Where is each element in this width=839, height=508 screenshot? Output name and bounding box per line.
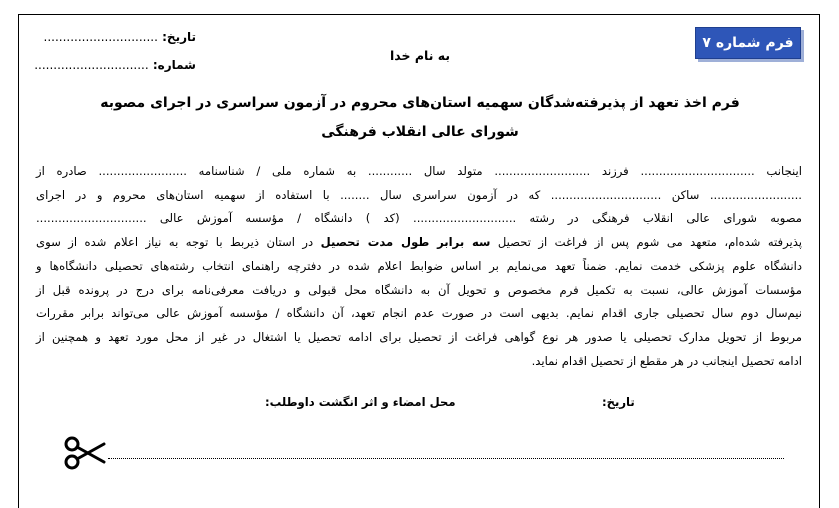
form-title-line1: فرم اخذ تعهد از پذیرفته‌شدگان سهمیه استان‌های محروم در آزمون سراسری در اجرای مصوبه: [100, 95, 740, 111]
body-line: مربوط از تحویل مدارک تحصیلی یا صدور هر نوع گواهی فراغت از تحصیل برای ادامه تحصیل یا اشتغال در غیر از محل مورد تعهد و همچنین از: [36, 329, 802, 344]
date-field: [36, 30, 196, 44]
body-line: اینجانب ............................... فرزند .......................... متولد سال ............ به شماره ملی / شناسنامه ........................ صادره از: [36, 164, 802, 178]
sign-date-label: تاریخ:: [602, 395, 635, 409]
body-line: ادامه تحصیل اینجانب در هر مقطع از تحصیل اقدام نماید.: [531, 353, 802, 368]
date-label: تاریخ:: [162, 30, 196, 44]
number-label: شماره:: [152, 58, 196, 72]
commitment-text: [36, 160, 802, 373]
form-title-line2: شورای عالی انقلاب فرهنگی: [321, 124, 519, 140]
basmala: به نام خدا: [389, 48, 451, 63]
form-number-badge: فرم شماره ۷: [695, 27, 801, 59]
number-field: [36, 58, 196, 72]
body-line-part: پذیرفته شده‌ام، متعهد می شوم پس از فراغت از تحصیل: [497, 235, 803, 250]
body-line: نیم‌سال دوم سال تحصیلی جاری اقدام نمایم. بدیهی است در صورت عدم انجام تعهد، آن دانشگاه / مؤسسه آموزش عالی می‌تواند برابر مقررات: [36, 306, 802, 321]
date-dots: ..............................: [43, 30, 158, 44]
body-line: [36, 231, 802, 255]
body-line-part: در استان ذیربط با توجه به نیاز اعلام شده از سوی: [36, 235, 314, 250]
signature-label: محل امضاء و اثر انگشت داوطلب:: [265, 395, 456, 409]
body-line: دانشگاه علوم پزشکی خدمت نمایم. ضمناً تعهد می‌نمایم بر اساس ضوابط اعلام شده در دفترچه راهنمای انتخاب رشته‌های تحصیلی دانشگاه‌ها و: [36, 258, 802, 273]
scissors-icon: [62, 435, 106, 471]
number-dots: ..............................: [34, 58, 149, 72]
body-line: مصوبه شورای عالی انقلاب فرهنگی در رشته ............................ (کد ) دانشگاه / مؤسسه آموزش عالی ..............................: [36, 211, 802, 226]
body-line: ......................... ساکن .............................. که در آزمون سراسری سال ........ با استفاده از سهمیه استان‌های محروم و در اجرای: [36, 187, 802, 202]
cut-line: [108, 458, 784, 459]
body-line-emphasis: سه برابر طول مدت تحصیل: [320, 235, 491, 250]
body-line: مؤسسات آموزش عالی، نسبت به تکمیل فرم مخصوص و تحویل آن به دانشگاه محل قبولی و دریافت معرفی‌نامه برای درج در پرونده قبل از: [36, 282, 802, 297]
